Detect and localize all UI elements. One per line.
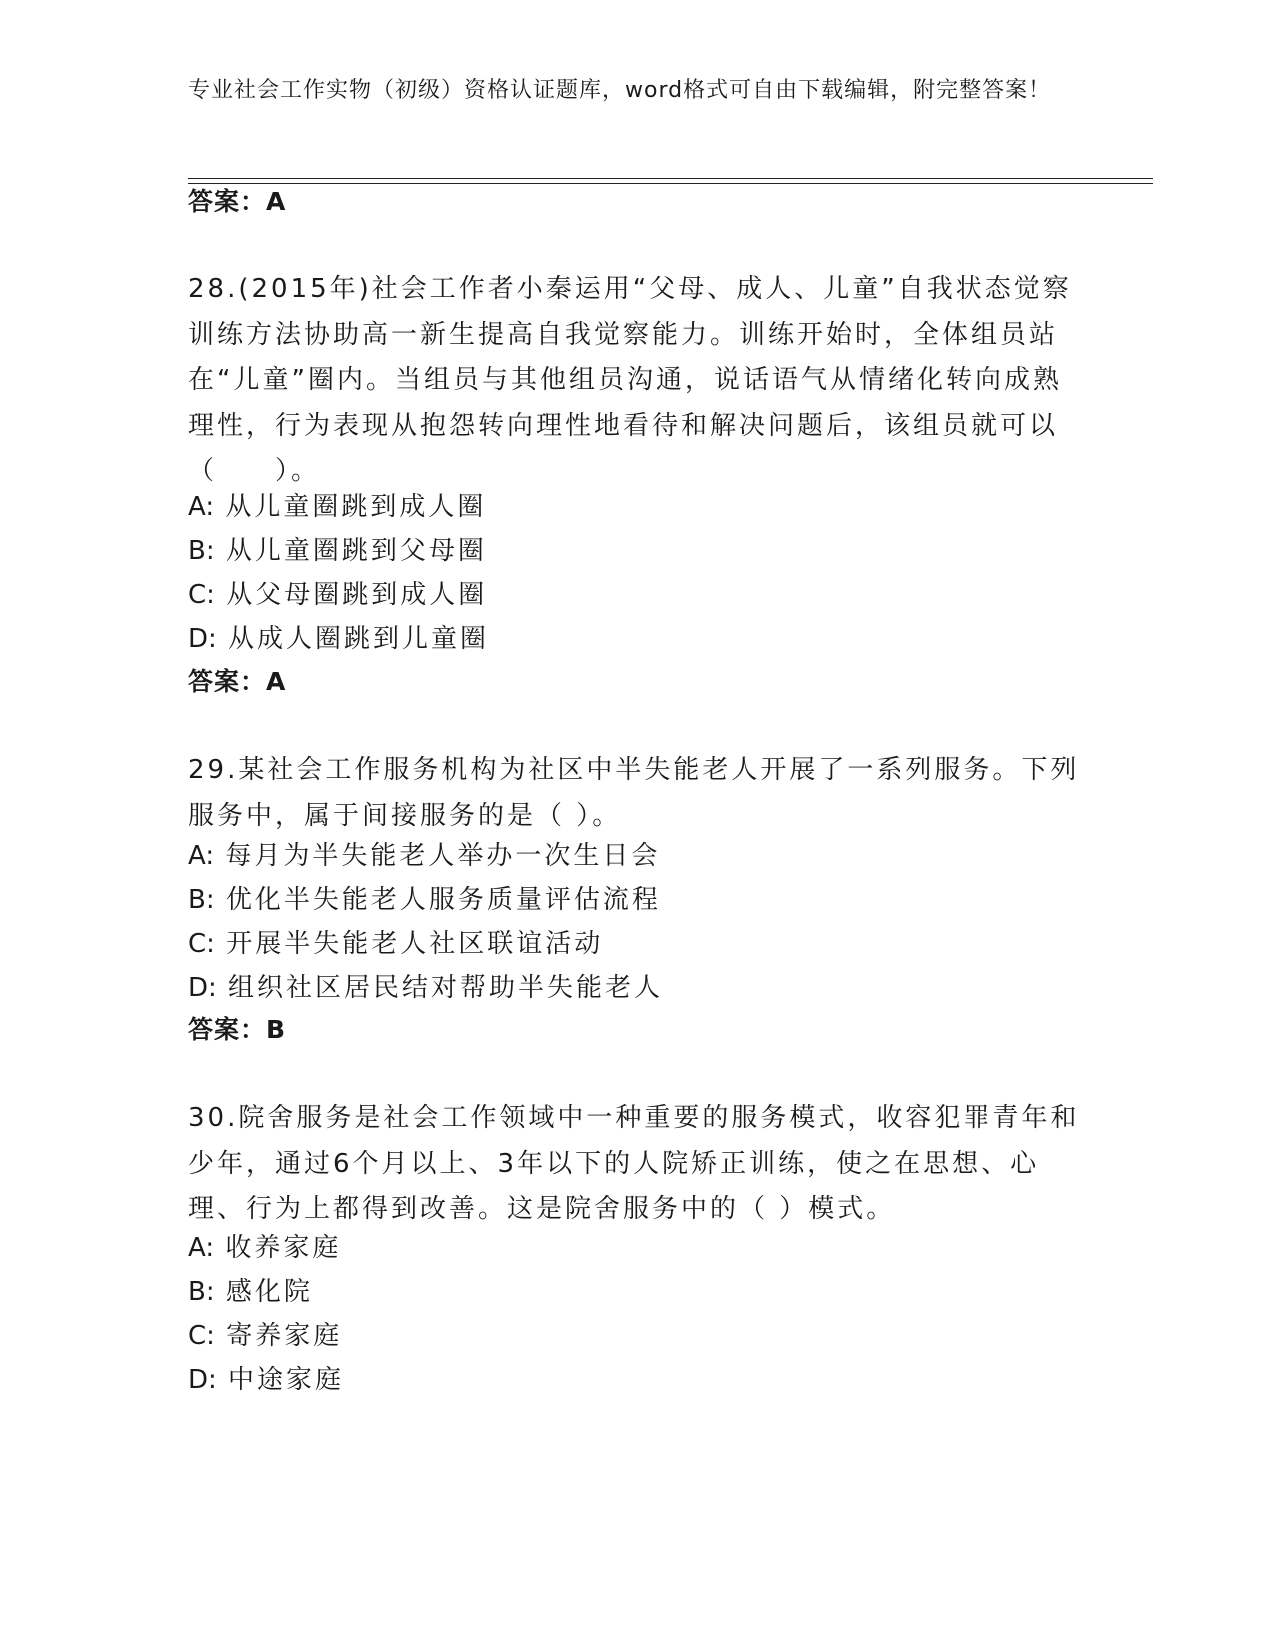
question-30-option-c xyxy=(188,1318,342,1354)
option-text: 寄养家庭 xyxy=(226,1321,343,1351)
option-letter: C: xyxy=(188,1321,215,1351)
option-text: 从成人圈跳到儿童圈 xyxy=(228,624,490,654)
option-letter: C: xyxy=(188,580,215,610)
option-letter: D: xyxy=(188,1365,217,1395)
option-text: 从父母圈跳到成人圈 xyxy=(226,580,488,610)
header-rule-top xyxy=(188,178,1153,179)
option-letter: B: xyxy=(188,536,215,566)
option-letter: A: xyxy=(188,841,215,871)
question-30-option-d xyxy=(188,1362,344,1398)
option-text: 从儿童圈跳到成人圈 xyxy=(225,492,487,522)
option-letter: B: xyxy=(188,885,215,915)
question-30-option-b xyxy=(188,1274,313,1310)
option-letter: A: xyxy=(188,1233,215,1263)
question-30-stem: 30.院舍服务是社会工作领域中一种重要的服务模式，收容犯罪青年和少年，通过6个月以上、3年以下的人院矫正训练，使之在思想、心理、行为上都得到改善。这是院舍服务中的（ ）模式。 xyxy=(188,1103,1080,1224)
option-letter: D: xyxy=(188,973,217,1003)
question-29-option-c xyxy=(188,926,603,962)
answer-prev-question: 答案：A xyxy=(188,187,287,216)
document-header: 专业社会工作实物（初级）资格认证题库，word格式可自由下载编辑，附完整答案！ xyxy=(188,78,1052,103)
question-29-answer: 答案：B xyxy=(188,1015,287,1044)
question-28-answer: 答案：A xyxy=(188,667,287,696)
question-28-option-d xyxy=(188,621,489,657)
question-28-stem: 28.(2015年)社会工作者小秦运用“父母、成人、儿童”自我状态觉察训练方法协助高一新生提高自我觉察能力。训练开始时，全体组员站在“儿童”圈内。当组员与其他组员沟通，说话语气从情绪化转向成熟理性，行为表现从抱怨转向理性地看待和解决问题后，该组员就可以（ ）。 xyxy=(188,274,1072,486)
option-text: 中途家庭 xyxy=(228,1365,345,1395)
header-rule-bottom xyxy=(188,183,1153,184)
option-text: 收养家庭 xyxy=(225,1233,342,1263)
option-text: 感化院 xyxy=(225,1277,313,1307)
option-text: 优化半失能老人服务质量评估流程 xyxy=(225,885,661,915)
question-28-option-c xyxy=(188,577,487,613)
option-text: 从儿童圈跳到父母圈 xyxy=(225,536,487,566)
option-letter: B: xyxy=(188,1277,215,1307)
option-letter: D: xyxy=(188,624,217,654)
question-29-option-a xyxy=(188,838,660,874)
option-letter: C: xyxy=(188,929,215,959)
question-29-option-b xyxy=(188,882,661,918)
option-text: 开展半失能老人社区联谊活动 xyxy=(226,929,604,959)
question-28-option-a xyxy=(188,489,486,525)
option-text: 组织社区居民结对帮助半失能老人 xyxy=(228,973,664,1003)
option-letter: A: xyxy=(188,492,215,522)
question-28-option-b xyxy=(188,533,487,569)
question-30-option-a xyxy=(188,1230,341,1266)
question-29-stem: 29.某社会工作服务机构为社区中半失能老人开展了一系列服务。下列服务中，属于间接服务的是（ ）。 xyxy=(188,755,1080,831)
question-29-option-d xyxy=(188,970,663,1006)
option-text: 每月为半失能老人举办一次生日会 xyxy=(225,841,661,871)
